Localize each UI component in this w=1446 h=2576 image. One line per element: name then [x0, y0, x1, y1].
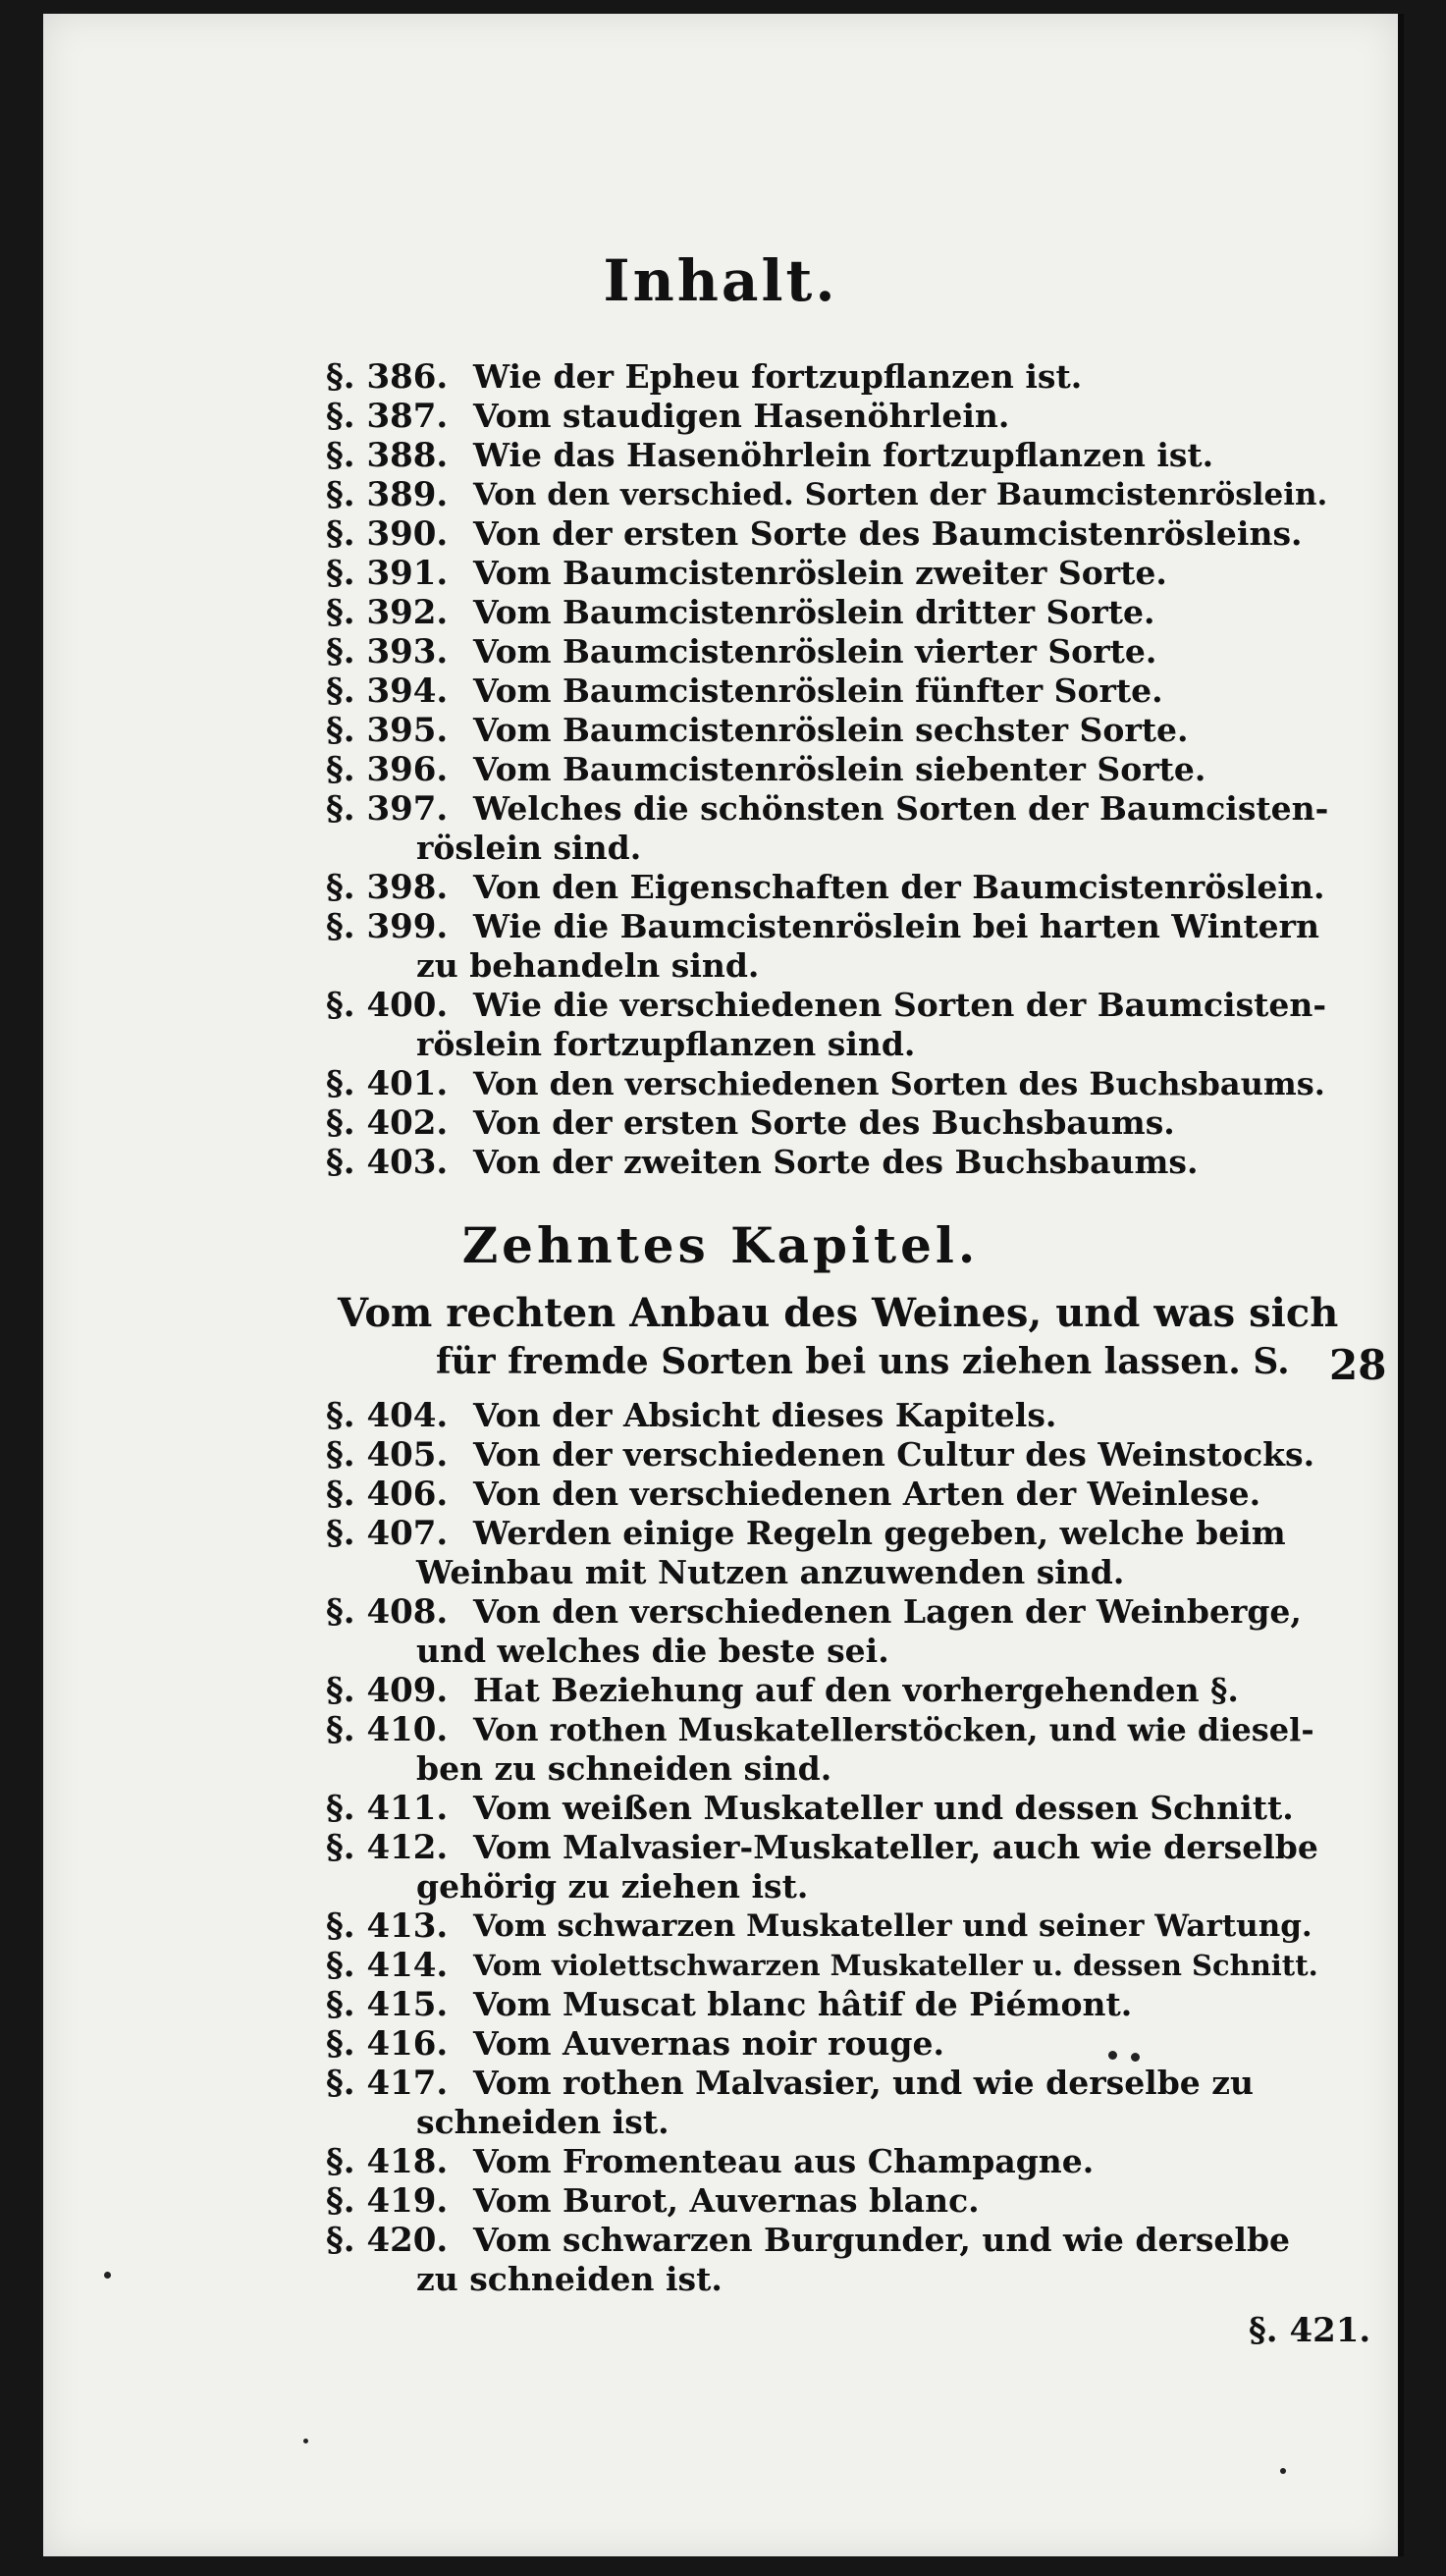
entry-title-continuation: gehörig zu ziehen ist. — [416, 1867, 809, 1905]
section-number: §. 407. — [326, 1514, 449, 1553]
ink-speck — [303, 2439, 308, 2443]
section-number: §. 387. — [326, 397, 449, 436]
section-number: §. 396. — [326, 750, 449, 789]
entry-title: Vom schwarzen Burgunder, und wie derselbe — [473, 2221, 1291, 2259]
section-number: §. 416. — [326, 2024, 449, 2064]
section-number: §. 414. — [326, 1946, 449, 1985]
ink-speck — [1131, 2053, 1140, 2062]
entry-title: Von den verschiedenen Arten der Weinlese. — [473, 1475, 1261, 1513]
entry-title: Vom Baumcistenröslein fünfter Sorte. — [473, 671, 1163, 710]
entry-title: Von den verschied. Sorten der Baumcistenröslein. — [473, 477, 1328, 512]
section-number: §. 401. — [326, 1064, 449, 1103]
entry-title: Wie die Baumcistenröslein bei harten Wintern — [473, 907, 1319, 945]
ink-speck — [1108, 2051, 1117, 2060]
entry-title-continuation: röslein fortzupflanzen sind. — [416, 1025, 916, 1063]
entry-title: Vom schwarzen Muskateller und seiner Wartung. — [473, 1908, 1312, 1944]
entry-title: Vom rothen Malvasier, und wie derselbe zu — [473, 2064, 1255, 2102]
section-number: §. 403. — [326, 1143, 449, 1182]
entry-title: Vom weißen Muskateller und dessen Schnitt. — [473, 1789, 1294, 1827]
section-number: §. 388. — [326, 436, 449, 475]
section-number: §. 419. — [326, 2181, 449, 2221]
section-number: §. 402. — [326, 1103, 449, 1143]
entry-title-continuation: schneiden ist. — [416, 2103, 669, 2141]
entry-title-continuation: Weinbau mit Nutzen anzuwenden sind. — [416, 1553, 1125, 1591]
entry-title: Wie der Epheu fortzupflanzen ist. — [473, 357, 1083, 396]
section-number: §. 392. — [326, 593, 449, 632]
section-number: §. 413. — [326, 1906, 449, 1946]
section-number: §. 420. — [326, 2221, 449, 2260]
section-number: §. 398. — [326, 868, 449, 907]
page-title: Inhalt. — [603, 247, 838, 314]
chapter-page-number: 28 — [1329, 1341, 1387, 1389]
ink-speck — [1280, 2468, 1286, 2474]
entry-title-continuation: röslein sind. — [416, 829, 642, 867]
entry-title: Von den verschiedenen Sorten des Buchsbaums. — [473, 1065, 1325, 1102]
section-number: §. 386. — [326, 357, 449, 397]
entry-title-continuation: ben zu schneiden sind. — [416, 1749, 832, 1788]
entry-title-continuation: zu schneiden ist. — [416, 2260, 723, 2298]
entry-title: Vom Baumcistenröslein zweiter Sorte. — [473, 554, 1167, 592]
section-number: §. 409. — [326, 1671, 449, 1710]
entry-title: Vom Baumcistenröslein sechster Sorte. — [473, 711, 1189, 749]
entry-title: Vom Baumcistenröslein dritter Sorte. — [473, 593, 1155, 631]
section-number: §. 394. — [326, 671, 449, 711]
section-number: §. 411. — [326, 1789, 449, 1828]
entry-title: Von der verschiedenen Cultur des Weinstocks. — [473, 1435, 1315, 1474]
ink-speck — [104, 2272, 111, 2279]
section-number: §. 408. — [326, 1592, 449, 1632]
entry-title: Vom Baumcistenröslein siebenter Sorte. — [473, 750, 1206, 788]
section-number: §. 393. — [326, 632, 449, 671]
section-number: §. 410. — [326, 1710, 449, 1749]
entry-title-continuation: und welches die beste sei. — [416, 1632, 889, 1670]
entry-title: Von den verschiedenen Lagen der Weinberge, — [473, 1592, 1302, 1631]
chapter-heading: Zehntes Kapitel. — [461, 1216, 980, 1274]
section-number: §. 399. — [326, 907, 449, 946]
section-number: §. 406. — [326, 1475, 449, 1514]
book-page — [43, 14, 1404, 2556]
entry-title: Von der Absicht dieses Kapitels. — [473, 1396, 1057, 1434]
entry-title: Vom Baumcistenröslein vierter Sorte. — [473, 632, 1157, 671]
entry-title: Wie die verschiedenen Sorten der Baumcisten- — [473, 986, 1327, 1024]
section-number: §. 404. — [326, 1396, 449, 1435]
entry-title: Von der ersten Sorte des Buchsbaums. — [473, 1103, 1175, 1142]
section-number: §. 405. — [326, 1435, 449, 1475]
entry-title: Vom Burot, Auvernas blanc. — [473, 2181, 980, 2220]
entry-title-continuation: zu behandeln sind. — [416, 946, 760, 985]
entry-title: Vom Auvernas noir rouge. — [473, 2024, 944, 2063]
chapter-subtitle-line-2: für fremde Sorten bei uns ziehen lassen. S. — [436, 1341, 1290, 1382]
entry-title: Vom Muscat blanc hâtif de Piémont. — [473, 1985, 1133, 2023]
catchword: §. 421. — [1249, 2311, 1371, 2350]
entry-title: Welches die schönsten Sorten der Baumcisten- — [473, 789, 1329, 828]
entry-title: Vom Malvasier-Muskateller, auch wie derselbe — [473, 1828, 1318, 1866]
section-number: §. 412. — [326, 1828, 449, 1867]
entry-title: Werden einige Regeln gegeben, welche beim — [473, 1514, 1286, 1552]
entry-title: Von der zweiten Sorte des Buchsbaums. — [473, 1143, 1199, 1181]
section-number: §. 389. — [326, 475, 449, 514]
section-number: §. 418. — [326, 2142, 449, 2181]
entry-title: Vom Fromenteau aus Champagne. — [473, 2142, 1095, 2180]
entry-title: Wie das Hasenöhrlein fortzupflanzen ist. — [473, 436, 1214, 474]
entry-title: Vom staudigen Hasenöhrlein. — [473, 397, 1010, 435]
section-number: §. 397. — [326, 789, 449, 829]
section-number: §. 415. — [326, 1985, 449, 2024]
chapter-subtitle-line-1: Vom rechten Anbau des Weines, und was sich — [338, 1290, 1339, 1336]
section-number: §. 417. — [326, 2064, 449, 2103]
section-number: §. 390. — [326, 514, 449, 554]
section-number: §. 395. — [326, 711, 449, 750]
section-number: §. 391. — [326, 554, 449, 593]
entry-title: Von der ersten Sorte des Baumcistenrösleins. — [473, 514, 1303, 553]
section-number: §. 400. — [326, 986, 449, 1025]
entry-title: Von rothen Muskatellerstöcken, und wie diesel- — [473, 1711, 1314, 1748]
entry-title: Von den Eigenschaften der Baumcistenröslein. — [473, 868, 1325, 906]
entry-title: Hat Beziehung auf den vorhergehenden §. — [473, 1671, 1239, 1709]
entry-title: Vom violettschwarzen Muskateller u. dessen Schnitt. — [473, 1949, 1318, 1982]
